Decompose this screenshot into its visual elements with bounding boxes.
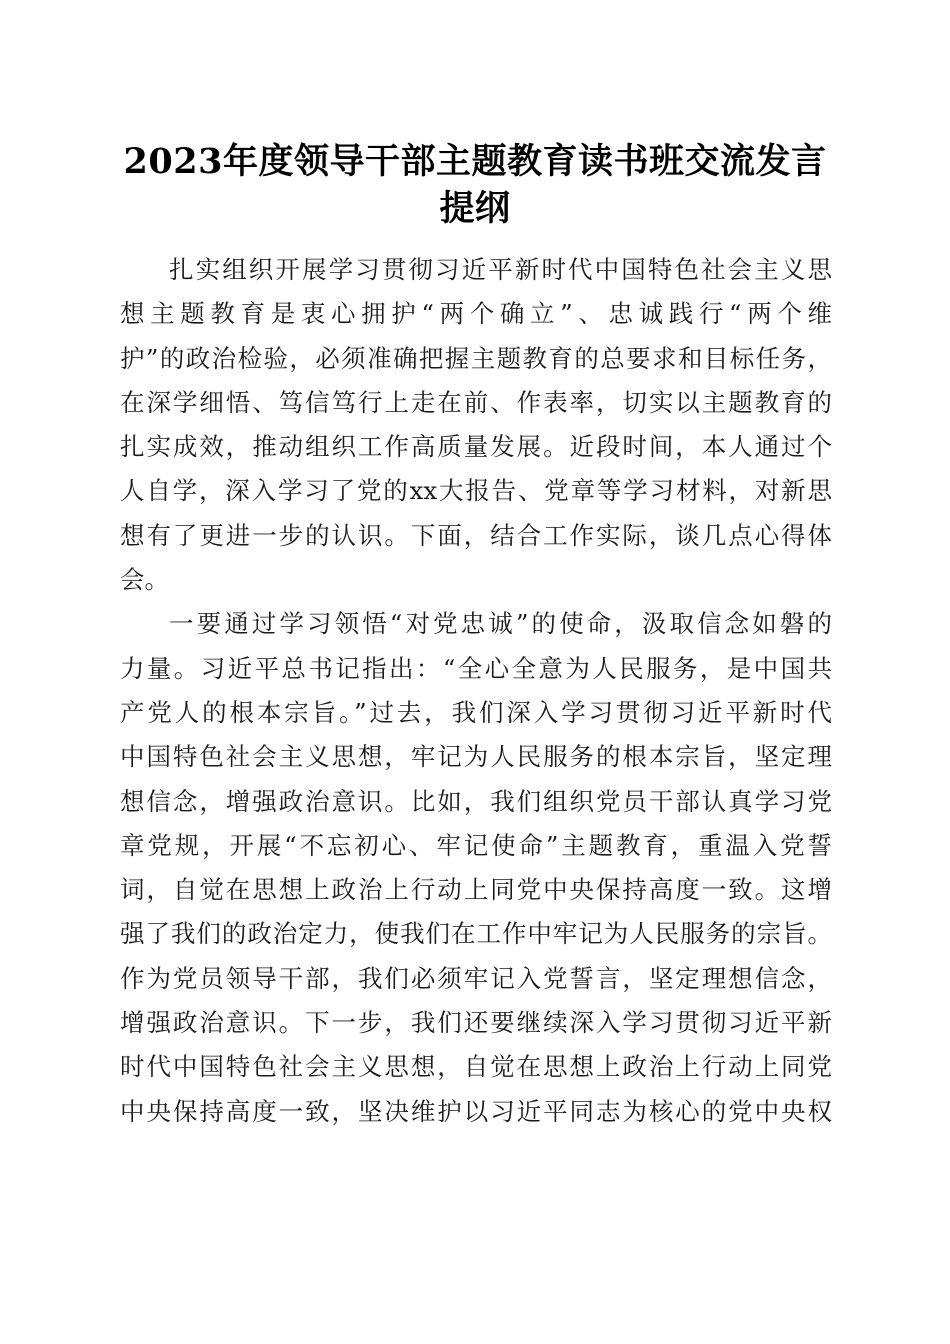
text-line: 时代中国特色社会主义思想，自觉在思想上政治上行动上同党	[120, 1052, 832, 1082]
text-line: 一要通过学习领悟“对党忠诚”的使命，汲取信念如磐的	[169, 609, 832, 639]
paragraph-point-one	[120, 602, 832, 1134]
text-line: 在深学细悟、笃信笃行上走在前、作表率，切实以主题教育的	[120, 387, 832, 417]
text-line: 想有了更进一步的认识。下面，结合工作实际，谈几点心得体	[120, 520, 832, 550]
text-line: 增强政治意识。下一步，我们还要继续深入学习贯彻习近平新	[120, 1008, 832, 1038]
title-line: 提纲	[439, 188, 511, 229]
text-line: 产党人的根本宗旨。”过去，我们深入学习贯彻习近平新时代	[120, 697, 832, 727]
text-line: 词，自觉在思想上政治上行动上同党中央保持高度一致。这增	[120, 875, 832, 905]
document-body	[120, 248, 832, 1134]
text-line: 想信念，增强政治意识。比如，我们组织党员干部认真学习党	[120, 786, 832, 816]
text-line: 中央保持高度一致，坚决维护以习近平同志为核心的党中央权	[120, 1096, 832, 1126]
text-line: 作为党员领导干部，我们必须牢记入党誓言，坚定理想信念，	[120, 963, 832, 993]
paragraph-intro	[120, 248, 832, 602]
text-line: 力量。习近平总书记指出：“全心全意为人民服务，是中国共	[120, 653, 832, 683]
text-line: 想主题教育是衷心拥护“两个确立”、忠诚践行“两个维	[120, 299, 832, 329]
text-line: 扎实成效，推动组织工作高质量发展。近段时间，本人通过个	[120, 432, 832, 462]
text-line: 章党规，开展“不忘初心、牢记使命”主题教育，重温入党誓	[120, 830, 832, 860]
text-line: 会。	[120, 565, 169, 595]
text-line: 强了我们的政治定力，使我们在工作中牢记为人民服务的宗旨。	[120, 919, 832, 949]
text-line: 中国特色社会主义思想，牢记为人民服务的根本宗旨，坚定理	[120, 742, 832, 772]
title-line: 2023年度领导干部主题教育读书班交流发言	[123, 141, 827, 182]
text-line: 人自学，深入学习了党的xx大报告、党章等学习材料，对新思	[120, 476, 832, 506]
text-line: 护”的政治检验，必须准确把握主题教育的总要求和目标任务，	[120, 343, 832, 373]
document-title	[100, 138, 850, 232]
text-line: 扎实组织开展学习贯彻习近平新时代中国特色社会主义思	[169, 255, 832, 284]
